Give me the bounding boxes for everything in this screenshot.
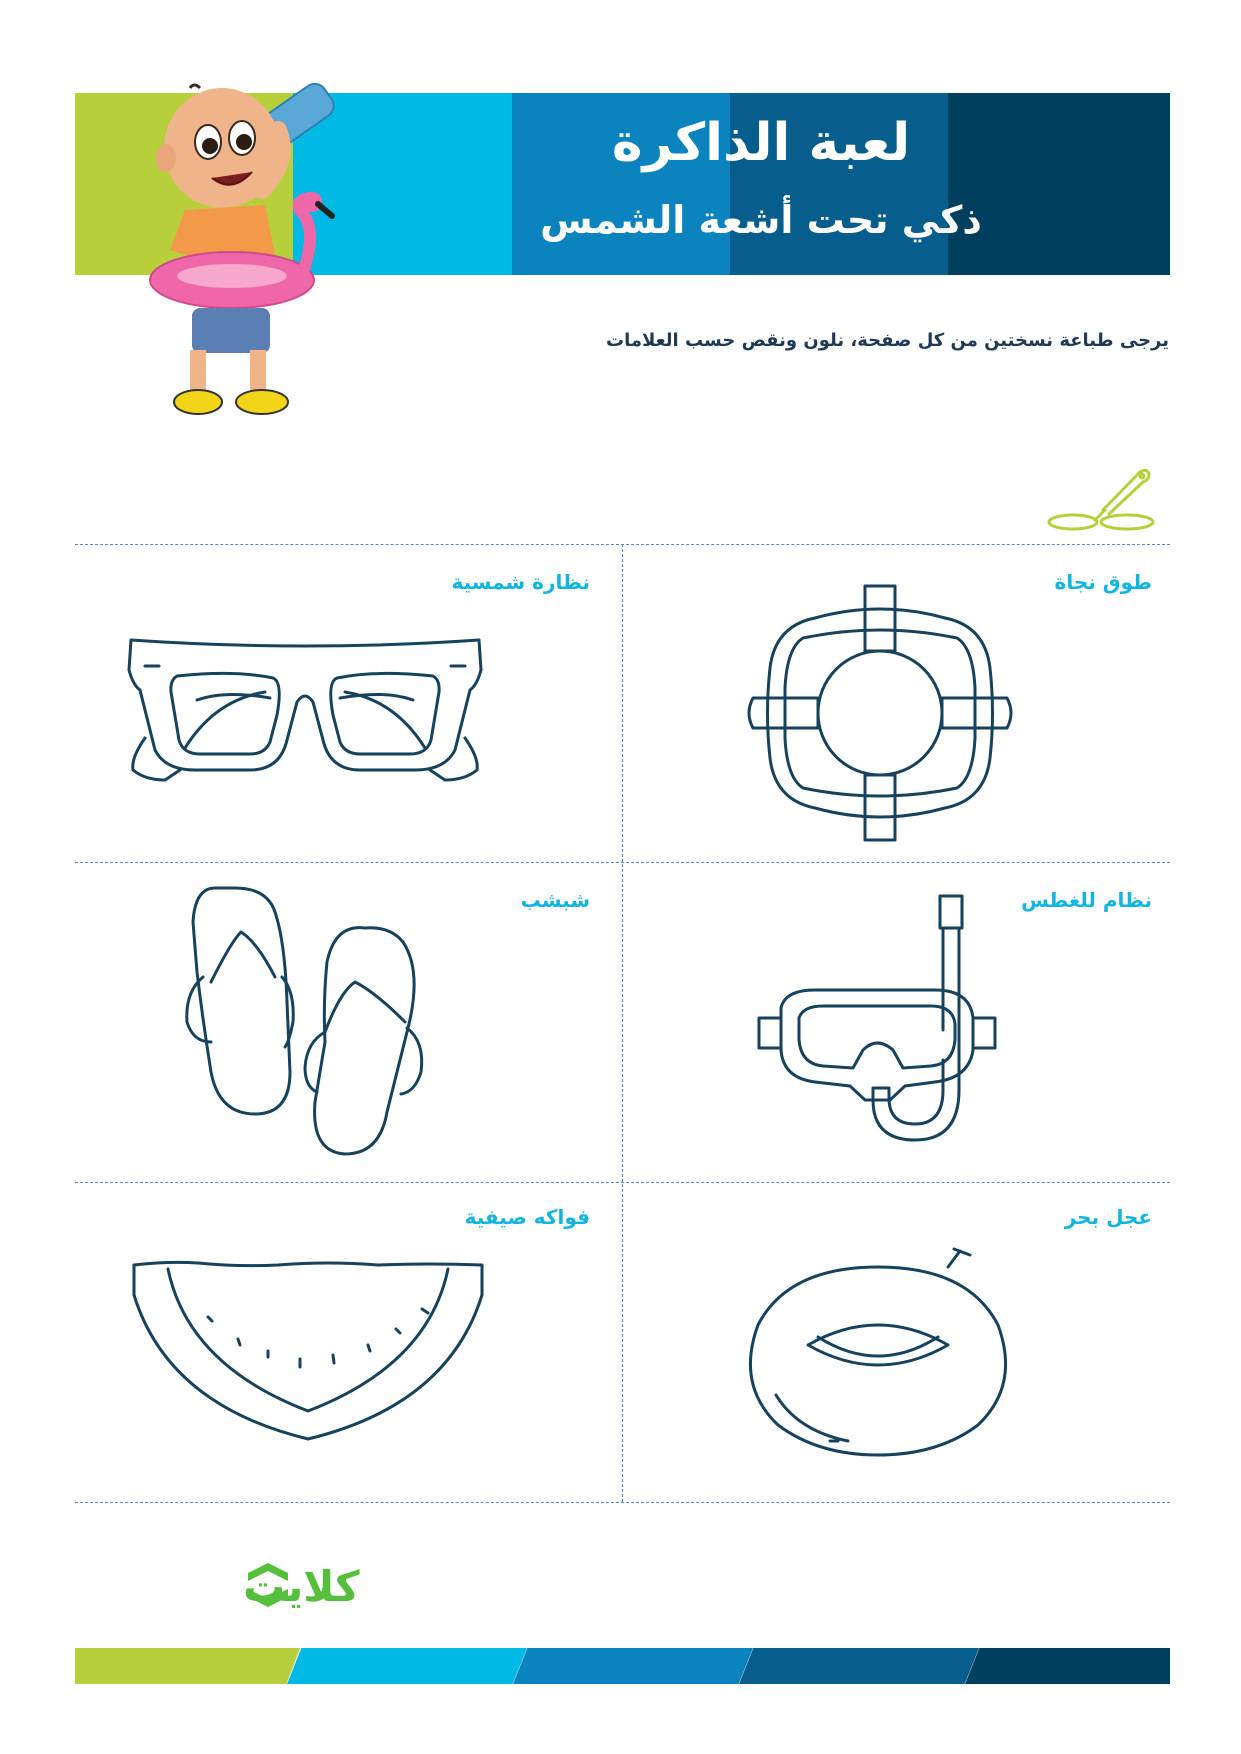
footer-segment-navy [965, 1648, 1170, 1684]
card-label-snorkel: نظام للغطس [1021, 888, 1152, 912]
page-subtitle: ذكي تحت أشعة الشمس [540, 198, 982, 242]
card-label-lifebuoy: طوق نجاة [1054, 570, 1152, 594]
sunglasses-icon [125, 630, 485, 790]
footer-segment-lime [75, 1648, 300, 1684]
instructions-text: يرجى طباعة نسختين من كل صفحة، نلون ونقص حسب العلامات [605, 330, 1169, 351]
scissors-icon [1045, 466, 1157, 532]
card-label-swim-ring: عجل بحر [1064, 1205, 1152, 1229]
lifebuoy-icon [745, 578, 1015, 848]
flip-flops-icon [175, 882, 435, 1162]
card-label-flip-flops: شبشب [520, 888, 590, 912]
swim-ring-icon [738, 1245, 1018, 1460]
mascot-illustration [150, 80, 330, 425]
footer-segment-cyan [287, 1648, 527, 1684]
cut-line-bottom [75, 1502, 1170, 1503]
snorkel-mask-icon [755, 890, 1005, 1160]
brand-logo [108, 1555, 360, 1615]
watermelon-icon [128, 1255, 488, 1445]
footer-segment-blue [513, 1648, 753, 1684]
card-label-watermelon: فواكه صيفية [464, 1205, 590, 1229]
card-label-sunglasses: نظارة شمسية [451, 570, 590, 594]
page-title: لعبة الذاكرة [611, 113, 911, 173]
cut-line-vertical [622, 544, 623, 1502]
footer-segment-mid-navy [739, 1648, 979, 1684]
brand-name: كلايت [243, 1562, 360, 1611]
footer-banner [75, 1648, 1170, 1684]
